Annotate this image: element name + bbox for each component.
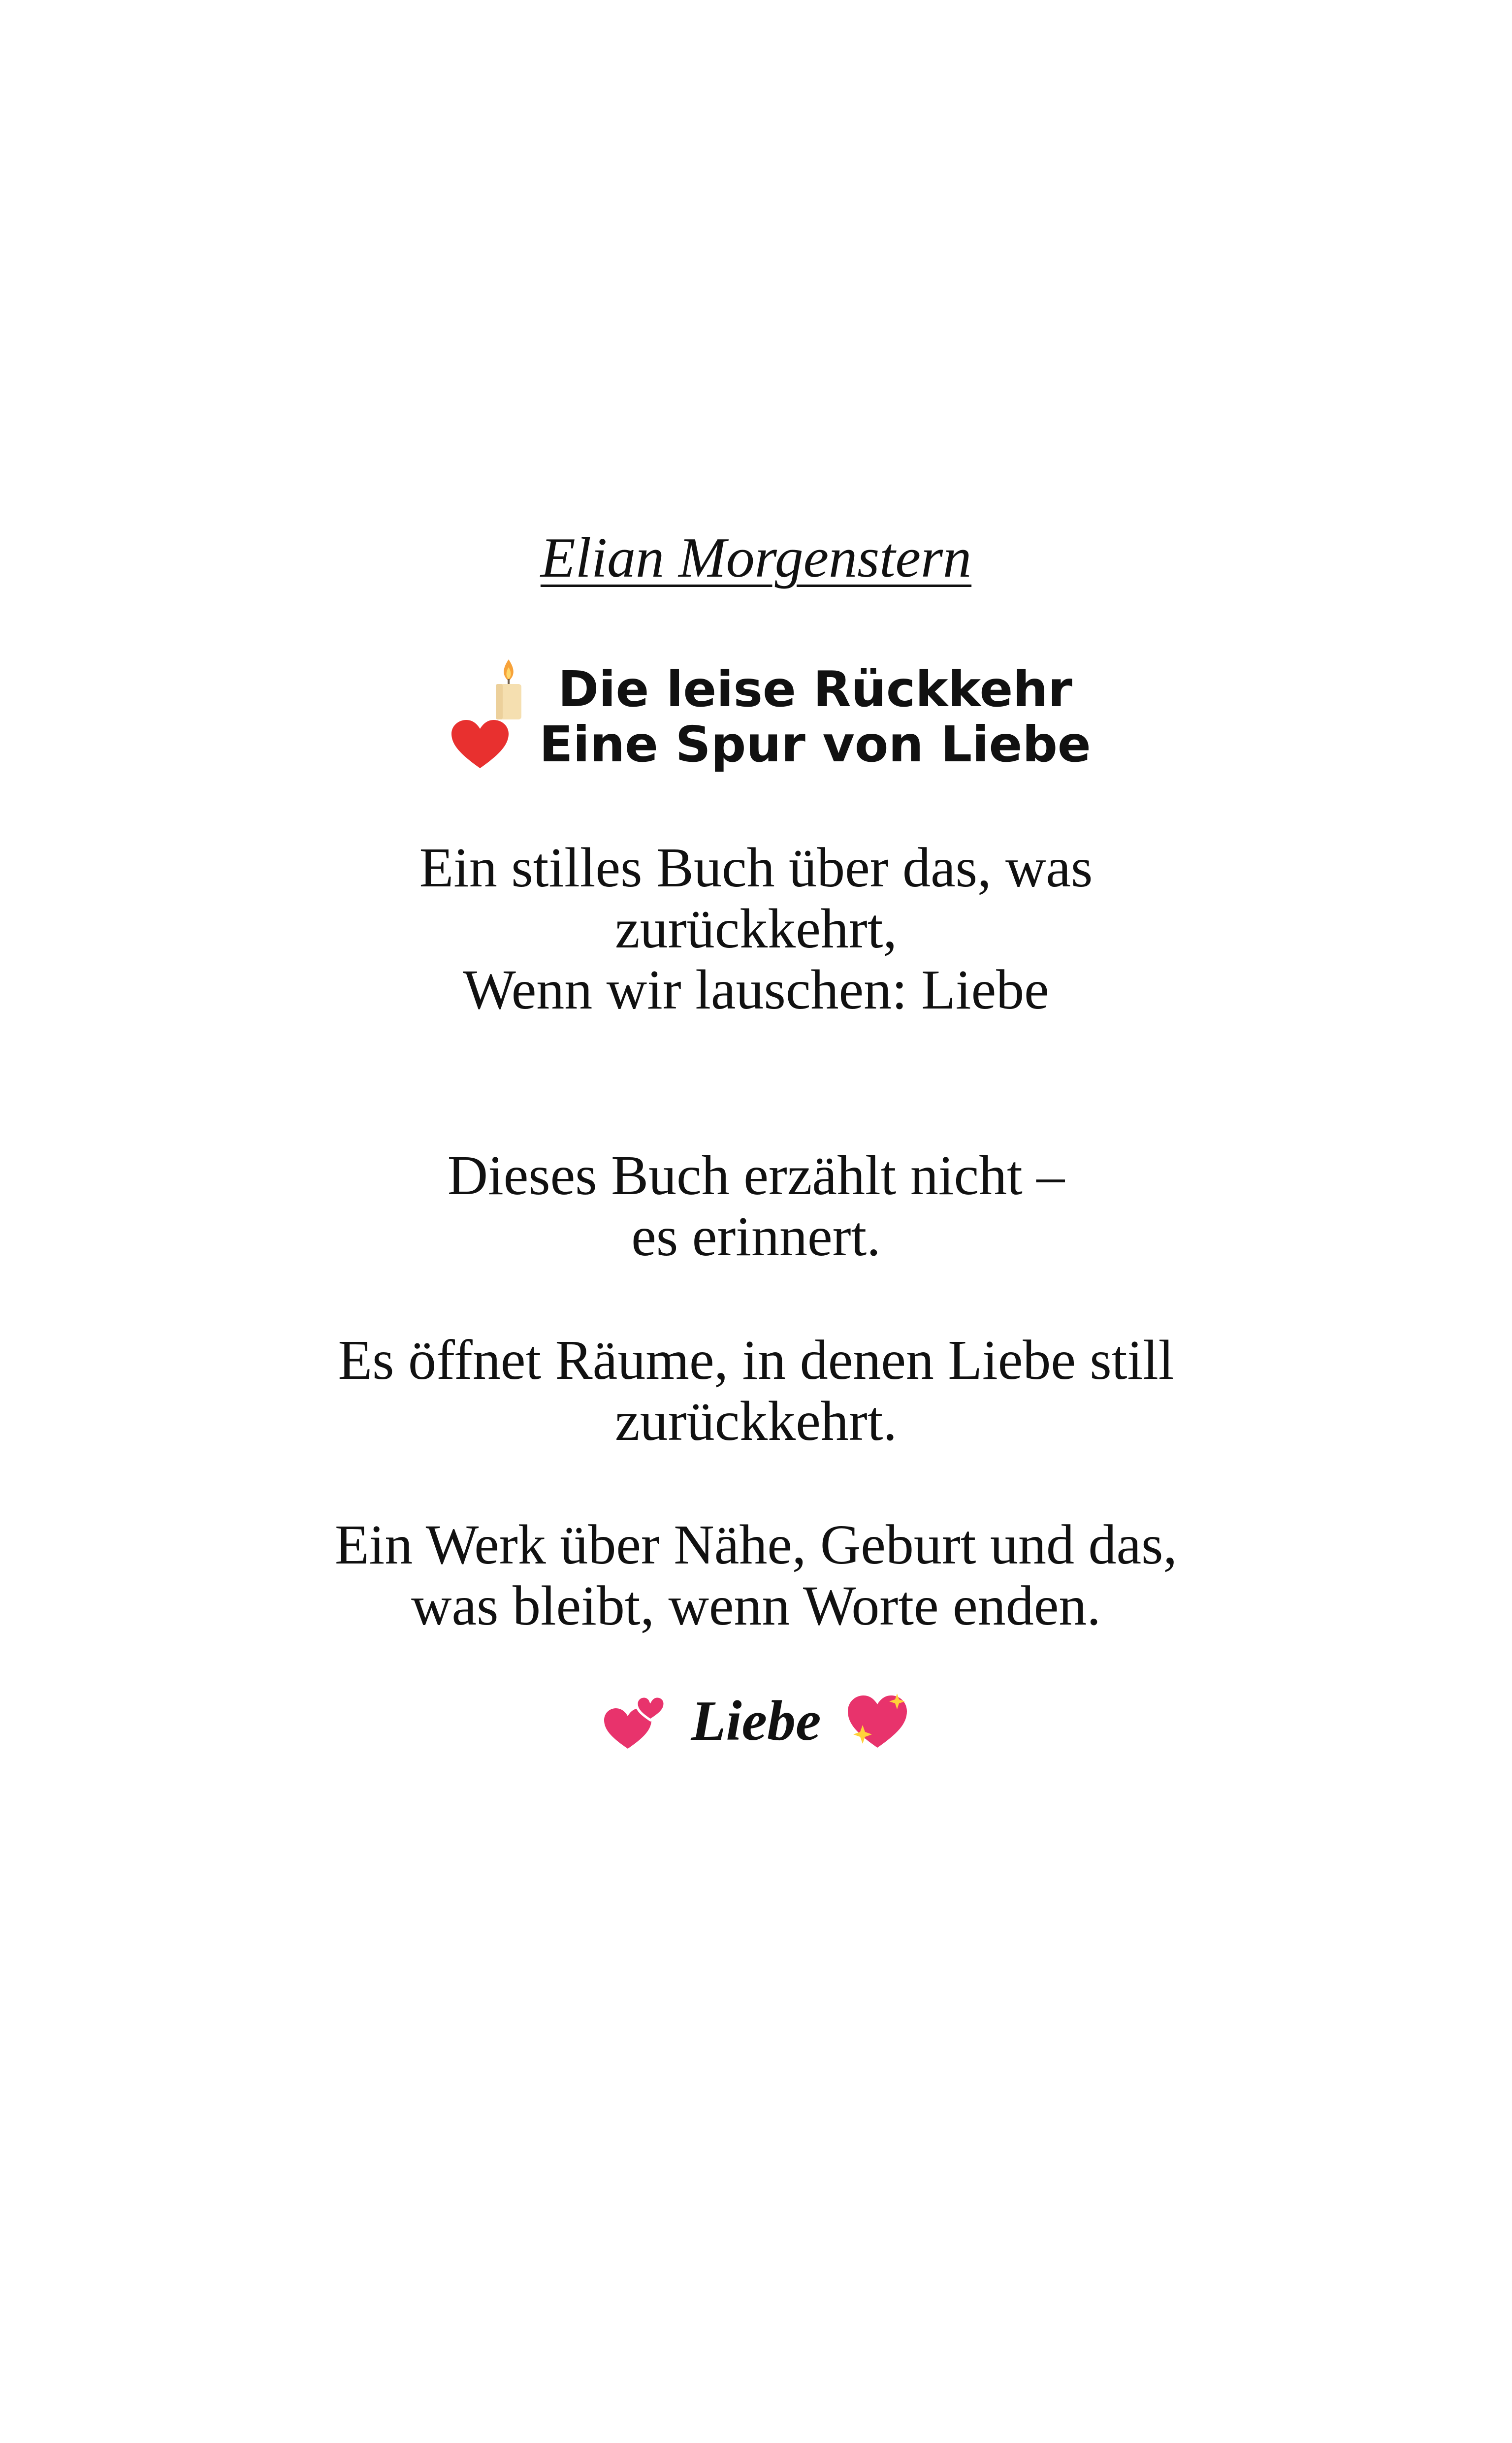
author-name: Elian Morgenstern xyxy=(540,526,972,589)
paragraph-3: Es öffnet Räume, in denen Liebe still zurückkehrt. xyxy=(338,1329,1174,1452)
paragraph-4: Ein Werk über Nähe, Geburt und das, was bleibt, wenn Worte enden. xyxy=(335,1513,1177,1637)
closing-word: Liebe xyxy=(691,1690,821,1753)
title-line-1 xyxy=(0,657,1512,721)
two-hearts-icon xyxy=(602,1692,666,1751)
closing-line xyxy=(0,1692,1512,1751)
book-subtitle: Eine Spur von Liebe xyxy=(539,716,1091,773)
paragraph-2: Dieses Buch erzählt nicht – es erinnert. xyxy=(447,1144,1065,1268)
title-line-2 xyxy=(0,716,1512,773)
red-heart-icon xyxy=(450,719,510,770)
book-title: Die leise Rückkehr xyxy=(558,660,1072,718)
sparkling-heart-icon xyxy=(846,1692,910,1751)
paragraph-1: Ein stilles Buch über das, was zurückkehrt, Wenn wir lauschen: Liebe xyxy=(419,836,1093,1021)
candle-icon xyxy=(489,657,528,721)
